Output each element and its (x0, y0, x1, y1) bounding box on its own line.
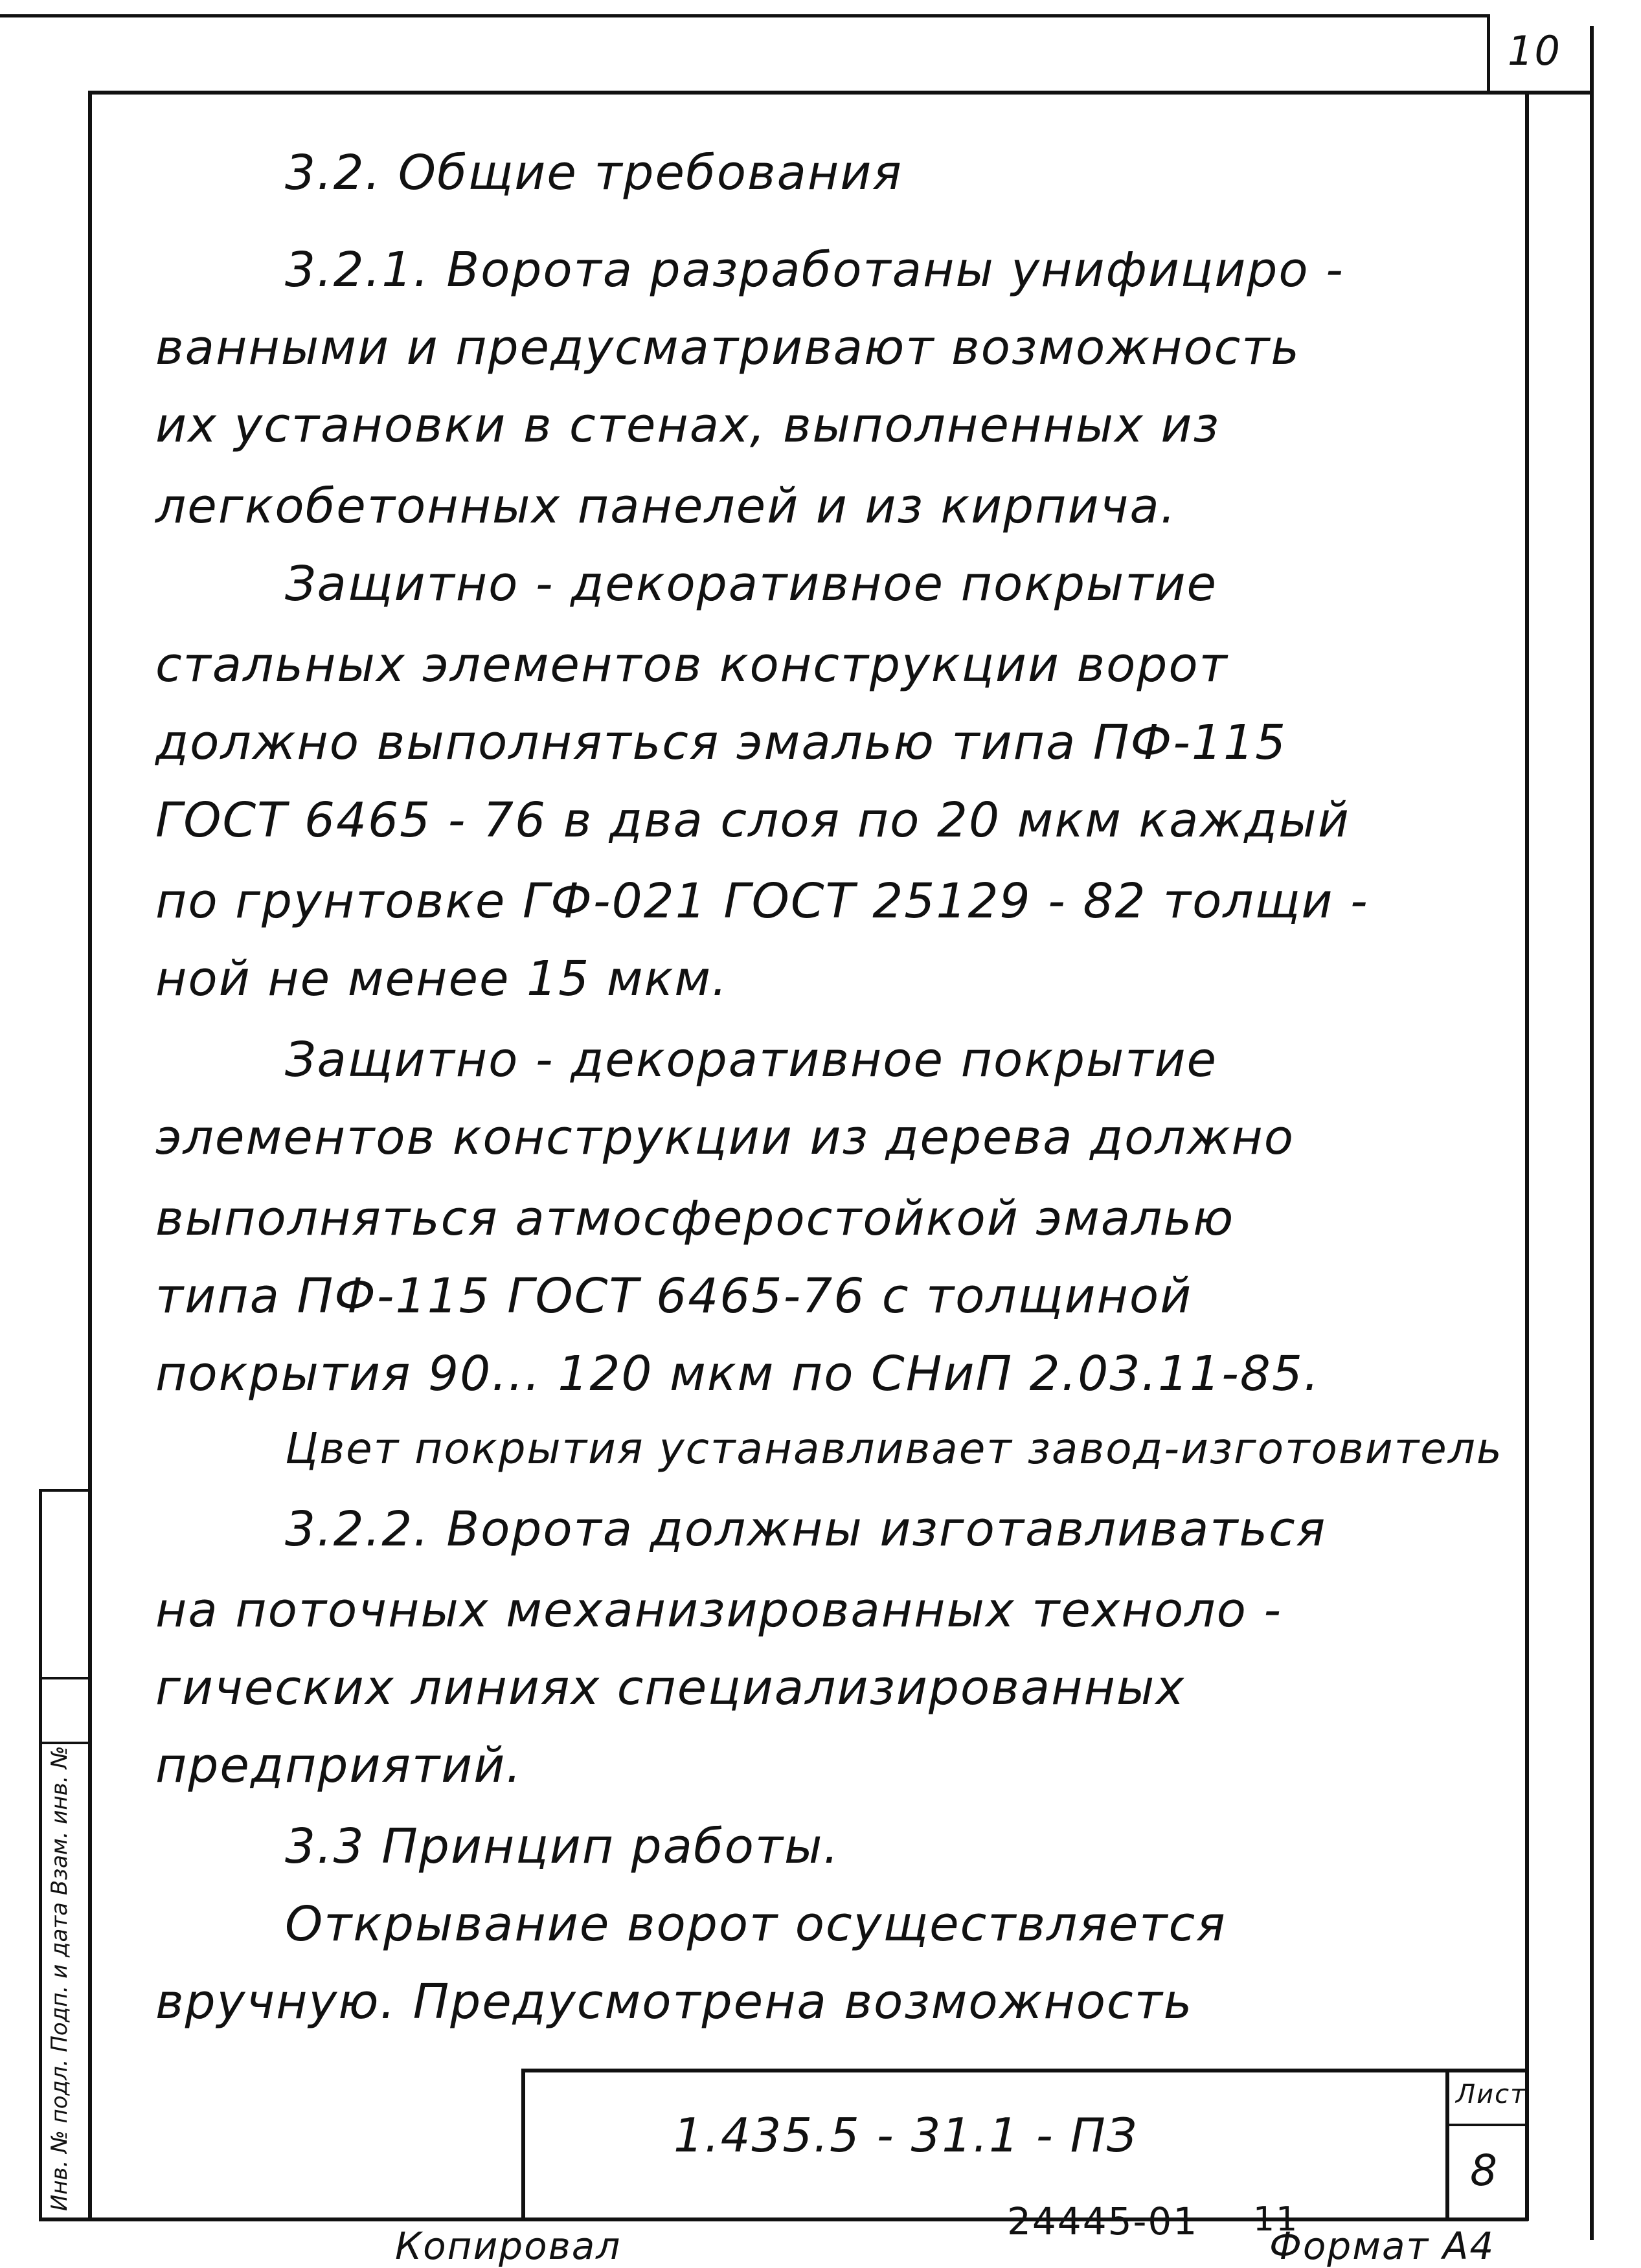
frame-right (1525, 91, 1529, 2221)
paper-format: Формат А4 (1269, 2224, 1495, 2268)
text-line: ванными и предусматривают возможность (155, 320, 1301, 376)
text-line: на поточных механизированных техноло - (155, 1582, 1283, 1638)
stamp-sep-1 (39, 1489, 91, 1492)
text-line: гических линиях специализированных (155, 1660, 1186, 1716)
text-line: ГОСТ 6465 - 76 в два слоя по 20 мкм каждый (155, 792, 1350, 848)
text-line: 3.2.2. Ворота должны изготавливаться (285, 1501, 1327, 1557)
text-line: Открывание ворот осуществляется (285, 1896, 1227, 1952)
text-line: покрытия 90... 120 мкм по СНиП 2.03.11-85. (155, 1346, 1320, 1402)
corner-page-number: 10 (1508, 27, 1561, 74)
text-line: Защитно - декоративное покрытие (285, 1032, 1218, 1088)
text-line: 3.3 Принцип работы. (285, 1819, 840, 1874)
section-heading: 3.2. Общие требования (285, 145, 903, 201)
stamp-col-left (39, 1489, 42, 2221)
text-line: по грунтовке ГФ-021 ГОСТ 25129 - 82 толщи - (155, 873, 1369, 929)
text-line: вручную. Предусмотрена возможность (155, 1974, 1194, 2030)
text-line: типа ПФ-115 ГОСТ 6465-76 с толщиной (155, 1268, 1193, 1324)
text-line: легкобетонных панелей и из кирпича. (155, 478, 1177, 534)
text-line: выполняться атмосферостойкой эмалью (155, 1191, 1235, 1246)
text-line: 3.2.1. Ворота разработаны унифициро - (285, 242, 1344, 298)
stamp-sep-2 (39, 1677, 91, 1679)
text-line: должно выполняться эмалью типа ПФ-115 (155, 715, 1287, 770)
title-block-top (521, 2069, 1527, 2072)
stamp-sep-3 (39, 1742, 91, 1744)
side-stamp-text: Инв. № подл. Подп. и дата Взам. инв. № (47, 1746, 73, 2211)
text-line: Цвет покрытия устанавливает завод-изготовитель (285, 1424, 1503, 1474)
text-line: ной не менее 15 мкм. (155, 951, 729, 1007)
corner-box-left (1487, 14, 1490, 93)
sheet-label: Лист (1456, 2080, 1527, 2109)
title-block-sheet-divider (1445, 2069, 1449, 2219)
archive-code-page: 11 (1253, 2200, 1299, 2239)
text-line: элементов конструкции из дерева должно (155, 1110, 1295, 1165)
title-block-sheet-sep (1445, 2124, 1527, 2126)
right-paper-edge (1590, 26, 1594, 2240)
title-block-left (521, 2069, 525, 2219)
top-rule (0, 14, 1489, 17)
sheet-number: 8 (1470, 2146, 1499, 2195)
text-line: Защитно - декоративное покрытие (285, 556, 1218, 612)
archive-code: 24445-01 (1007, 2199, 1199, 2243)
text-line: их установки в стенах, выполненных из (155, 398, 1220, 453)
copied-by-label: Копировал (395, 2224, 622, 2268)
frame-bottom (39, 2217, 1528, 2221)
text-line: стальных элементов конструкции ворот (155, 637, 1228, 693)
frame-top (89, 91, 1590, 95)
text-line: предприятий. (155, 1738, 523, 1793)
drawing-designation: 1.435.5 - 31.1 - ПЗ (673, 2108, 1138, 2162)
frame-left (88, 91, 92, 2221)
